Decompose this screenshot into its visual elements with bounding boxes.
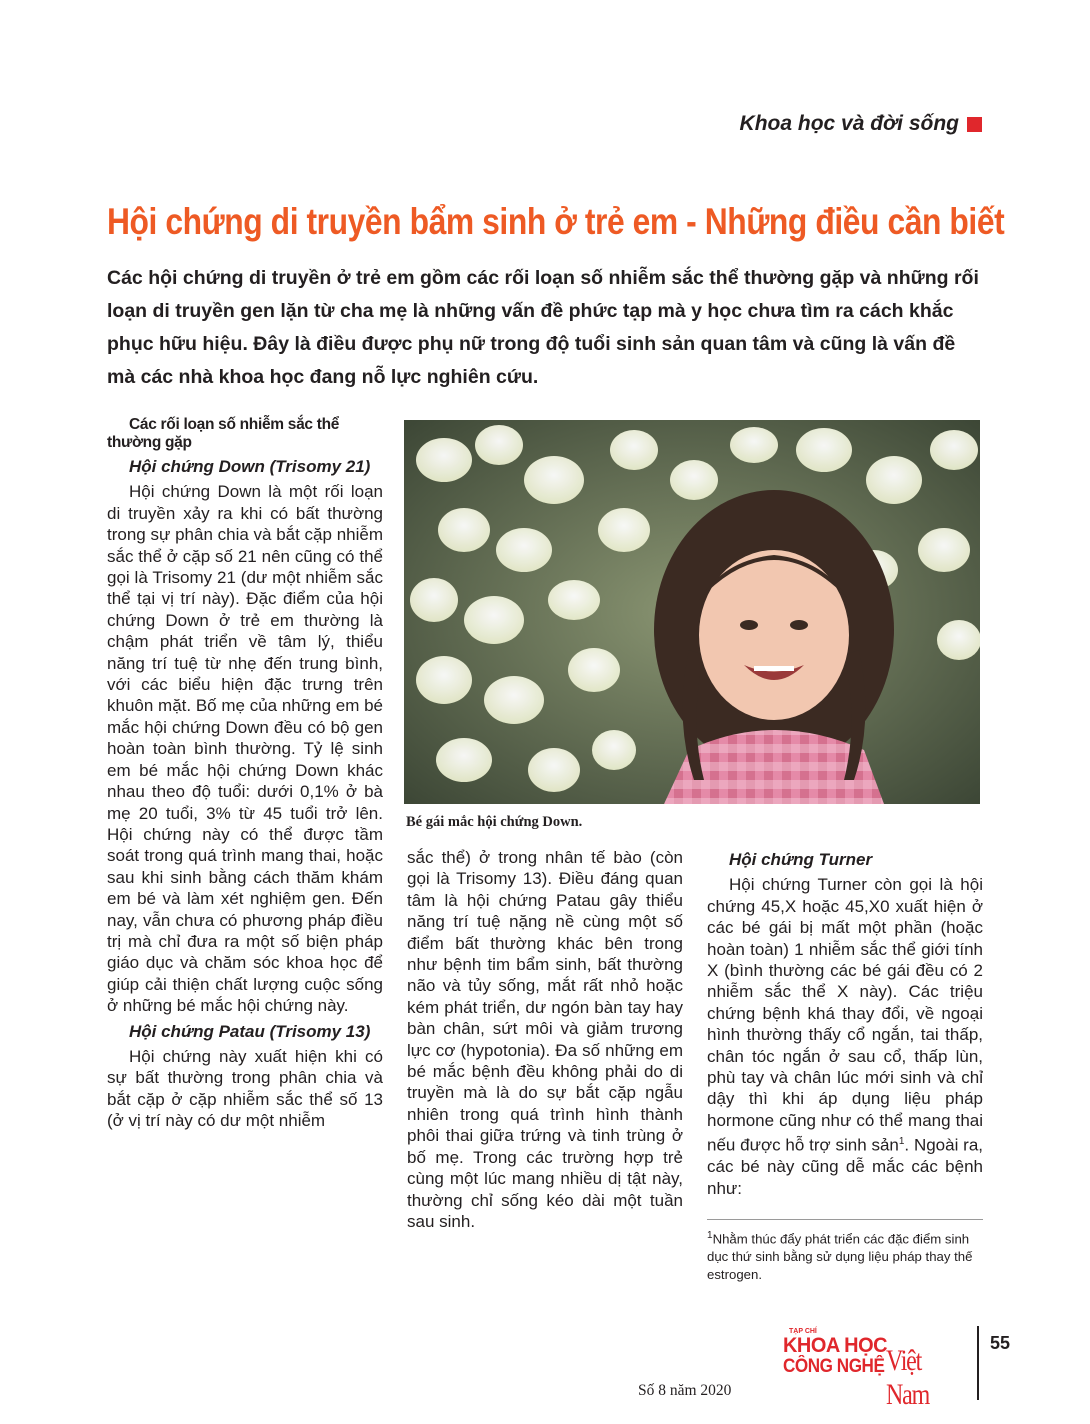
footnote-divider (707, 1219, 983, 1220)
column-1 (107, 416, 383, 1136)
subheading-turner: Hội chứng Turner (729, 850, 873, 869)
subheading-down: Hội chứng Down (Trisomy 21) (129, 457, 371, 476)
page-number-divider (977, 1326, 979, 1400)
magazine-line-1: KHOA HỌC (783, 1334, 888, 1357)
magazine-line-2: CÔNG NGHỆ (783, 1356, 885, 1377)
article-photo (404, 420, 980, 804)
paragraph-patau-2: sắc thể) ở trong nhân tế bào (còn gọi là Trisomy 13). Điều đáng quan tâm là hội chứng Patau gây thiểu năng trí tuệ nặng nề cùng một số điểm bất thường khác bên trong như bệnh tim bẩm sinh, bất thường não và tủy sống, mắt rất nhỏ hoặc kém phát triển, dư ngón bàn tay hay bàn chân, sứt môi và giảm trương lực cơ (hypotonia). Đa số những em bé mắc bệnh đều không phải do di truyền mà là do sự bắt cặp ngẫu nhiên trong quá trình hình thành phôi thai giữa trứng và tinh trùng ở bố mẹ. Trong các trường hợp trẻ cùng một lúc mang nhiều dị tật này, thường chỉ sống kéo dài một tuần sau sinh. (407, 848, 683, 1231)
section-label: Khoa học và đời sống (739, 112, 959, 135)
footnote-text: Nhằm thúc đẩy phát triển các đặc điểm sinh dục thứ sinh bằng sử dụng liệu pháp thay thế estrogen. (707, 1231, 973, 1283)
page-number: 55 (990, 1333, 1011, 1353)
magazine-line-3: Việt Nam (886, 1344, 930, 1411)
magazine-logo (783, 1328, 963, 1411)
magazine-tag: TẠP CHÍ (789, 1328, 817, 1335)
footnote-reference: 1 (898, 1136, 905, 1148)
section-square-icon (967, 117, 982, 132)
subheading-patau: Hội chứng Patau (Trisomy 13) (129, 1021, 371, 1041)
paragraph-turner (707, 874, 983, 1199)
article-lead: Các hội chứng di truyền ở trẻ em gồm các rối loạn số nhiễm sắc thể thường gặp và những rối loạn di truyền gen lặn từ cha mẹ là những vấn đề phức tạp mà y học chưa tìm ra cách khắc phục hữu hiệu. Đây là điều được phụ nữ trong độ tuổi sinh sản quan tâm và cũng là vấn đề mà các nhà khoa học đang nỗ lực nghiên cứu. (107, 267, 979, 388)
column-3 (707, 847, 983, 1203)
article-title: Hội chứng di truyền bẩm sinh ở trẻ em - Những điều cần biết (107, 201, 1005, 242)
paragraph-turner-end: . Ngoài ra, các bé này cũng dễ mắc các bệnh như: (707, 1135, 983, 1198)
paragraph-down: Hội chứng Down là một rối loạn di truyền xảy ra khi có bất thường trong sự phân chia và bắt cặp nhiễm sắc thể ở cặp số 21 nên cũng có thể gọi là Trisomy 21 (dư một nhiễm sắc thể tại vị trí này). Đặc điểm của hội chứng Down ở trẻ em thường là chậm phát triển về tâm lý, thiểu năng trí tuệ từ nhẹ đến trung bình, với các biểu hiện đặc trưng trên khuôn mặt. Bố mẹ của những em bé mắc hội chứng Down đều có bộ gen hoàn toàn bình thường. Tỷ lệ sinh em bé mắc hội chứng Down khác nhau theo độ tuổi: dưới 0,1% ở bà mẹ 20 tuổi, 3% từ 45 tuổi trở lên. Hội chứng này có thể được tầm soát trong quá trình mang thai, hoặc sau khi sinh bằng cách thăm khám em bé và làm xét nghiệm gen. Đến nay, vẫn chưa có phương pháp điều trị mà chỉ đưa ra một số biện pháp giáo dục và chăm sóc khoa học để giúp cải thiện chất lượng cuộc sống ở những bé mắc hội chứng này. (107, 482, 383, 1016)
section-tag (740, 112, 982, 136)
section-heading: Các rối loạn số nhiễm sắc thể thường gặp (107, 416, 340, 451)
footnote-mark: 1 (707, 1230, 713, 1241)
paragraph-patau-1: Hội chứng này xuất hiện khi có sự bất thường trong phân chia và bắt cặp ở cặp nhiễm sắc thể số 13 (ở vị trí này có dư một nhiễm (107, 1046, 383, 1131)
column-2 (407, 847, 683, 1236)
photo-caption: Bé gái mắc hội chứng Down. (406, 814, 583, 830)
footnote (707, 1227, 983, 1284)
issue-label: Số 8 năm 2020 (638, 1382, 732, 1399)
paragraph-turner-text: Hội chứng Turner còn gọi là hội chứng 45,X hoặc 45,X0 xuất hiện ở các bé gái bị mất một phần (hoặc hoàn toàn) 1 nhiễm sắc thể giới tính X (bình thường các bé gái đều có 2 nhiễm sắc thể X này). Các triệu chứng bệnh khá thay đổi, về ngoại hình thường thấy cổ ngắn, tai thấp, chân tóc ngắn ở sau cổ, thấp lùn, phù tay và chân lúc mới sinh và chỉ dậy thì khi áp dụng liệu pháp hormone cũng như có thể mang thai nếu được hỗ trợ sinh sản (707, 875, 983, 1155)
